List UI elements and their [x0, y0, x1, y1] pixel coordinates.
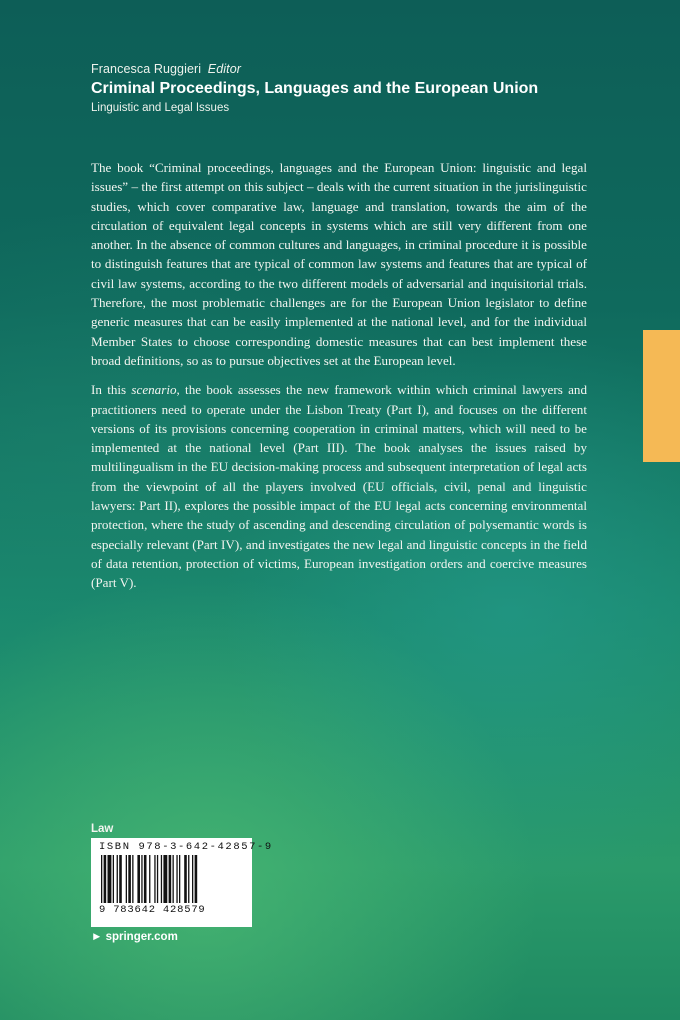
- isbn-text: ISBN 978-3-642-42857-9: [99, 841, 273, 853]
- blurb-p2-rest: , the book assesses the new framework within which criminal lawyers and practitioners need to operate under the Lisbon Treaty (Part I), and focuses on the different versions of its provisions concerning cooperation in criminal matters, which will need to be implemented at the national level (Part III). The book analyses the issues raised by multilingualism in the EU decision-making process and subsequent interpretation of legal acts from the viewpoint of all the players involved (EU officials, civil, penal and linguistic lawyers: Part II), explores the possible impact of the EU legal acts concerning environmental protection, where the study of ascending and descending circulation of polysemantic words is especially relevant (Part IV), and investigates the new legal and linguistic concepts in the field of data retention, protection of victims, European investigation orders and coercive measures (Part V).: [91, 382, 588, 591]
- barcode-bar: [184, 855, 187, 903]
- blurb: [91, 158, 587, 603]
- barcode-bar: [141, 855, 142, 903]
- publisher-website[interactable]: [91, 931, 178, 943]
- barcode-bar: [113, 855, 114, 903]
- barcode-bar: [192, 855, 193, 903]
- book-title: Criminal Proceedings, Languages and the European Union: [91, 80, 539, 97]
- barcode-bar: [144, 855, 147, 903]
- blurb-p2-start: In this: [91, 382, 132, 398]
- barcode-bar: [195, 855, 198, 903]
- blurb-p2-emphasis: scenario: [131, 382, 177, 398]
- blurb-paragraph-2: [91, 380, 587, 592]
- barcode-bar: [117, 855, 118, 903]
- barcode-bar: [128, 855, 131, 903]
- barcode-bar: [154, 855, 155, 903]
- barcode-bar: [157, 855, 158, 903]
- editor-role: Editor: [207, 62, 242, 76]
- barcode: [91, 838, 273, 927]
- barcode-bar: [119, 855, 122, 903]
- barcode-bar: [149, 855, 150, 903]
- barcode-bar: [108, 855, 112, 903]
- editor-line: [91, 62, 611, 76]
- arrow-icon: ►: [91, 931, 106, 943]
- book-subtitle: Linguistic and Legal Issues: [91, 102, 230, 114]
- barcode-bar: [132, 855, 133, 903]
- barcode-bar: [163, 855, 167, 903]
- header: [91, 62, 611, 114]
- barcode-bar: [179, 855, 180, 903]
- barcode-bar: [161, 855, 162, 903]
- barcode-bar: [126, 855, 127, 903]
- barcode-bar: [188, 855, 189, 903]
- barcode-bar: [137, 855, 140, 903]
- barcode-bar: [176, 855, 177, 903]
- category-label: Law: [91, 823, 114, 835]
- barcode-bar: [101, 855, 102, 903]
- editor-name: Francesca Ruggieri: [91, 62, 202, 76]
- barcode-digits: 9 783642 428579: [99, 904, 206, 916]
- barcode-bar: [169, 855, 172, 903]
- barcode-bars: [99, 855, 244, 905]
- website-text: springer.com: [105, 931, 178, 943]
- barcode-bar: [173, 855, 174, 903]
- accent-tab: [643, 330, 680, 462]
- blurb-paragraph-1: The book “Criminal proceedings, languages and the European Union: linguistic and legal issues” – the first attempt on this subject – deals with the current situation in the jurislinguistic studies, which cover comparative law, language and translation, towards the aim of the circulation of equivalent legal concepts in systems which are still very different from one another. In the absence of common cultures and languages, in criminal procedure it is possible to distinguish features that are typical of common law systems and features that are typical of civil law systems, according to the two different models of adversarial and inquisitorial trials. Therefore, the most problematic challenges are for the European Union legislator to define generic measures that can be easily implemented at the national level, and for the individual Member States to choose corresponding domestic measures that can best implement these broad definitions, so as to pursue objectives set at the European level.: [91, 160, 587, 368]
- barcode-bar: [104, 855, 107, 903]
